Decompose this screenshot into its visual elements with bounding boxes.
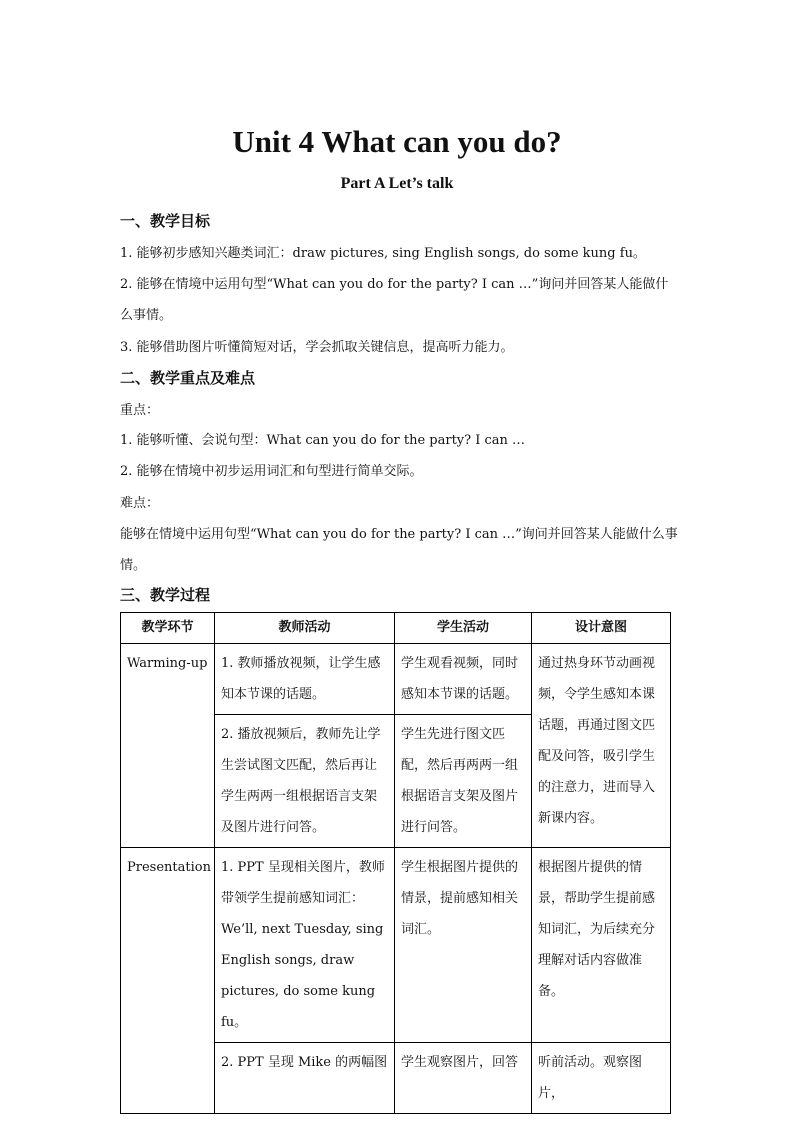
section2-heading: 二、教学重点及难点 bbox=[120, 369, 256, 387]
teacher-activity-cell: 2. PPT 呈现 Mike 的两幅图 bbox=[215, 1043, 395, 1114]
teacher-activity-cell: 1. 教师播放视频，让学生感知本节课的话题。 bbox=[215, 644, 395, 715]
teacher-activity-cell: 2. 播放视频后，教师先让学生尝试图文匹配，然后再让学生两两一组根据语言支架及图片进行问答。 bbox=[215, 715, 395, 848]
section3-heading: 三、教学过程 bbox=[120, 586, 211, 604]
difficulty-line-2: 情。 bbox=[120, 558, 147, 573]
key-point-2: 2. 能够在情境中初步运用词汇和句型进行简单交际。 bbox=[120, 464, 423, 479]
page-subtitle: Part A Let’s talk bbox=[340, 175, 454, 192]
difficulty-line-1: 能够在情境中运用句型“What can you do for the party? I can …”询问并回答某人能做什么事 bbox=[120, 527, 678, 542]
objective-2: 2. 能够在情境中运用句型“What can you do for the party? I can …”询问并回答某人能做什 bbox=[120, 277, 669, 292]
teaching-process-table bbox=[120, 612, 671, 1114]
design-intent-cell: 根据图片提供的情景，帮助学生提前感知词汇，为后续充分理解对话内容做准备。 bbox=[532, 848, 671, 1043]
header-stage: 教学环节 bbox=[121, 613, 215, 644]
page-title: Unit 4 What can you do? bbox=[232, 124, 562, 159]
section1-heading: 一、教学目标 bbox=[120, 212, 211, 230]
header-teacher: 教师活动 bbox=[215, 613, 395, 644]
stage-cell: Presentation bbox=[121, 848, 215, 1114]
objective-3: 3. 能够借助图片听懂简短对话，学会抓取关键信息，提高听力能力。 bbox=[120, 340, 514, 355]
key-point-1: 1. 能够听懂、会说句型：What can you do for the party? I can … bbox=[120, 433, 526, 448]
student-activity-cell: 学生先进行图文匹配，然后再两两一组根据语言支架及图片进行问答。 bbox=[395, 715, 532, 848]
design-intent-cell: 听前活动。观察图片， bbox=[532, 1043, 671, 1114]
header-student: 学生活动 bbox=[395, 613, 532, 644]
table-header-row bbox=[121, 613, 671, 644]
teacher-activity-cell: 1. PPT 呈现相关图片，教师带领学生提前感知词汇：We’ll, next Tuesday, sing English songs, draw pictures, do some kung fu。 bbox=[215, 848, 395, 1043]
table-row bbox=[121, 644, 671, 715]
design-intent-cell: 通过热身环节动画视频，令学生感知本课话题，再通过图文匹配及问答，吸引学生的注意力，进而导入新课内容。 bbox=[532, 644, 671, 848]
objective-1: 1. 能够初步感知兴趣类词汇：draw pictures, sing English songs, do some kung fu。 bbox=[120, 246, 646, 261]
table-row bbox=[121, 848, 671, 1043]
stage-cell: Warming-up bbox=[121, 644, 215, 848]
student-activity-cell: 学生观看视频，同时感知本节课的话题。 bbox=[395, 644, 532, 715]
objective-2-cont: 么事情。 bbox=[120, 308, 173, 323]
key-points-label: 重点： bbox=[120, 403, 160, 418]
difficulty-label: 难点： bbox=[120, 496, 160, 511]
header-intent: 设计意图 bbox=[532, 613, 671, 644]
student-activity-cell: 学生观察图片，回答 bbox=[395, 1043, 532, 1114]
student-activity-cell: 学生根据图片提供的情景，提前感知相关词汇。 bbox=[395, 848, 532, 1043]
